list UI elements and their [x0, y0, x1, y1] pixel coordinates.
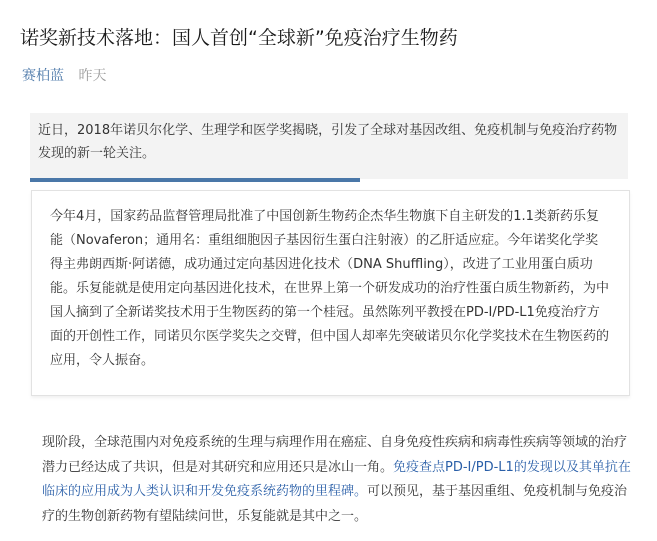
publish-time: 昨天 — [78, 68, 107, 84]
body-paragraph — [42, 431, 634, 529]
author-link[interactable]: 赛柏蓝 — [22, 68, 64, 84]
body-text-highlight: 免疫查点PD-I/PD-L1的发现以及其单抗在临床的应用成为人类认识和开发免疫系统药物的里程碑。 — [42, 459, 631, 499]
lead-summary-text: 近日，2018年诺贝尔化学、生理学和医学奖揭晓，引发了全球对基因改组、免疫机制与免疫治疗药物发现的新一轮关注。 — [38, 123, 618, 161]
article-meta — [22, 66, 106, 86]
article-title: 诺奖新技术落地：国人首创“全球新”免疫治疗生物药 — [20, 27, 458, 49]
body-text-part3: 可以预见，基于基因重组、免疫机制与免疫治疗的生物创新药物有望陆续问世，乐复能就是其中之一。 — [42, 484, 628, 524]
quote-box — [31, 190, 630, 396]
lead-summary-box — [30, 113, 628, 179]
quote-text: 今年4月，国家药品监督管理局批准了中国创新生物药企杰华生物旗下自主研发的1.1类新药乐复能（Novaferon；通用名：重组细胞因子基因衍生蛋白注射液）的乙肝适应症。今年诺奖化学奖得主弗朗西斯·阿诺德，成功通过定向基因进化技术（DNA Shuffling），改进了工业用蛋白质功能。乐复能就是使用定向基因进化技术，在世界上第一个研发成功的治疗性蛋白质生物新药，为中国人摘到了全新诺奖技术用于生物医药的第一个桂冠。虽然陈列平教授在PD-I/PD-L1免疫治疗方面的开创性工作，同诺贝尔医学奖失之交臂，但中国人却率先突破诺贝尔化学奖技术在生物医药的应用，令人振奋。 — [50, 209, 610, 368]
body-text-part1: 现阶段，全球范围内对免疫系统的生理与病理作用在癌症、自身免疫性疾病和病毒性疾病等领域的治疗潜力已经达成了共识，但是对其研究和应用还只是冰山一角。 — [42, 435, 628, 475]
lead-accent-bar — [30, 178, 360, 182]
